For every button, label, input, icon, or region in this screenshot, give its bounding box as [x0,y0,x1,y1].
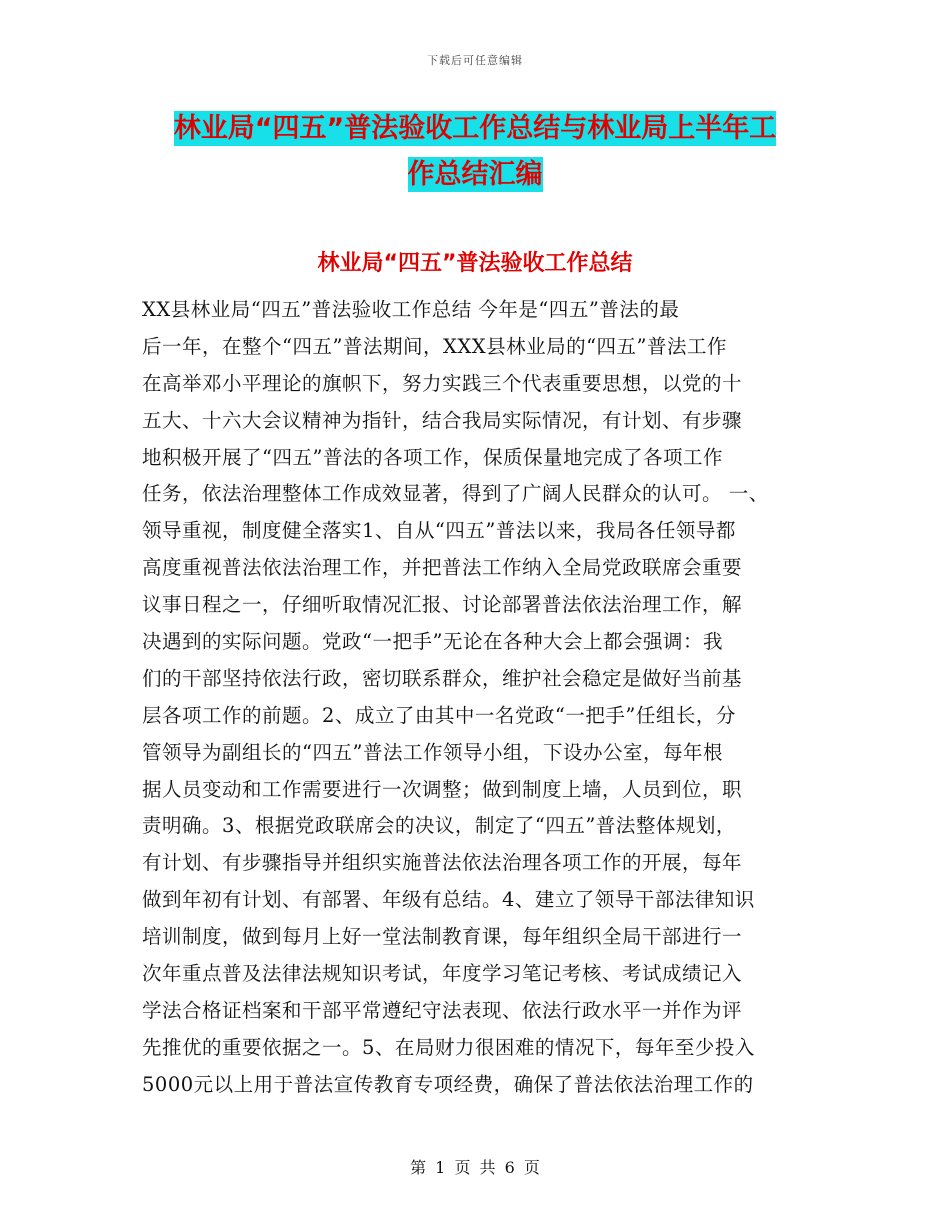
body-line: 次年重点普及法律法规知识考试，年度学习笔记考核、考试成绩记入 [142,962,743,986]
document-title-line-1: 林业局“四五”普法验收工作总结与林业局上半年工 [173,113,777,144]
header-note: 下载后可任意编辑 [427,54,523,67]
body-line: 先推优的重要依据之一。5、在局财力很困难的情况下，每年至少投入 [142,1035,755,1059]
body-line: 责明确。3、根据党政联席会的决议，制定了“四五”普法整体规划， [142,814,736,838]
page-footer: 第 1 页 共 6 页 [410,1158,540,1177]
body-line: 领导重视，制度健全落实1、自从“四五”普法以来，我局各任领导都 [142,519,736,543]
body-line: 地积极开展了“四五”普法的各项工作，保质保量地完成了各项工作 [142,445,723,469]
body-line: 学法合格证档案和干部平常遵纪守法表现、依法行政水平一并作为评 [142,998,743,1022]
body-line: 据人员变动和工作需要进行一次调整；做到制度上墙，人员到位，职 [142,777,743,801]
section-title: 林业局“四五”普法验收工作总结 [317,251,633,276]
body-line: 层各项工作的前题。2、成立了由其中一名党政“一把手”任组长，分 [142,703,736,727]
body-line: XX县林业局“四五”普法验收工作总结 今年是“四五”普法的最 [142,298,680,321]
body-line: 有计划、有步骤指导并组织实施普法依法治理各项工作的开展，每年 [142,851,743,875]
body-line: 做到年初有计划、有部署、年级有总结。4、建立了领导干部法律知识 [142,888,755,912]
document-title [130,106,820,198]
body-line: 们的干部坚持依法行政，密切联系群众，维护社会稳定是做好当前基 [142,666,743,690]
body-line: 管领导为副组长的“四五”普法工作领导小组，下设办公室，每年根 [142,740,723,764]
body-line: 后一年，在整个“四五”普法期间，XXX县林业局的“四五”普法工作 [142,334,728,358]
body-line: 高度重视普法依法治理工作，并把普法工作纳入全局党政联席会重要 [142,556,743,580]
body-text [142,292,822,1104]
body-line: 5000元以上用于普法宣传教育专项经费，确保了普法依法治理工作的 [142,1072,754,1096]
body-line: 决遇到的实际问题。党政“一把手”无论在各种大会上都会强调：我 [142,630,723,654]
body-line: 培训制度，做到每月上好一堂法制教育课，每年组织全局干部进行一 [142,925,743,949]
body-line: 议事日程之一，仔细听取情况汇报、讨论部署普法依法治理工作，解 [142,593,743,617]
body-line: 任务，依法治理整体工作成效显著，得到了广阔人民群众的认可。 一、 [142,482,769,506]
body-line: 在高举邓小平理论的旗帜下，努力实践三个代表重要思想，以党的十 [142,371,743,395]
body-line: 五大、十六大会议精神为指针，结合我局实际情况，有计划、有步骤 [142,408,743,432]
document-title-line-2: 作总结汇编 [407,159,543,190]
